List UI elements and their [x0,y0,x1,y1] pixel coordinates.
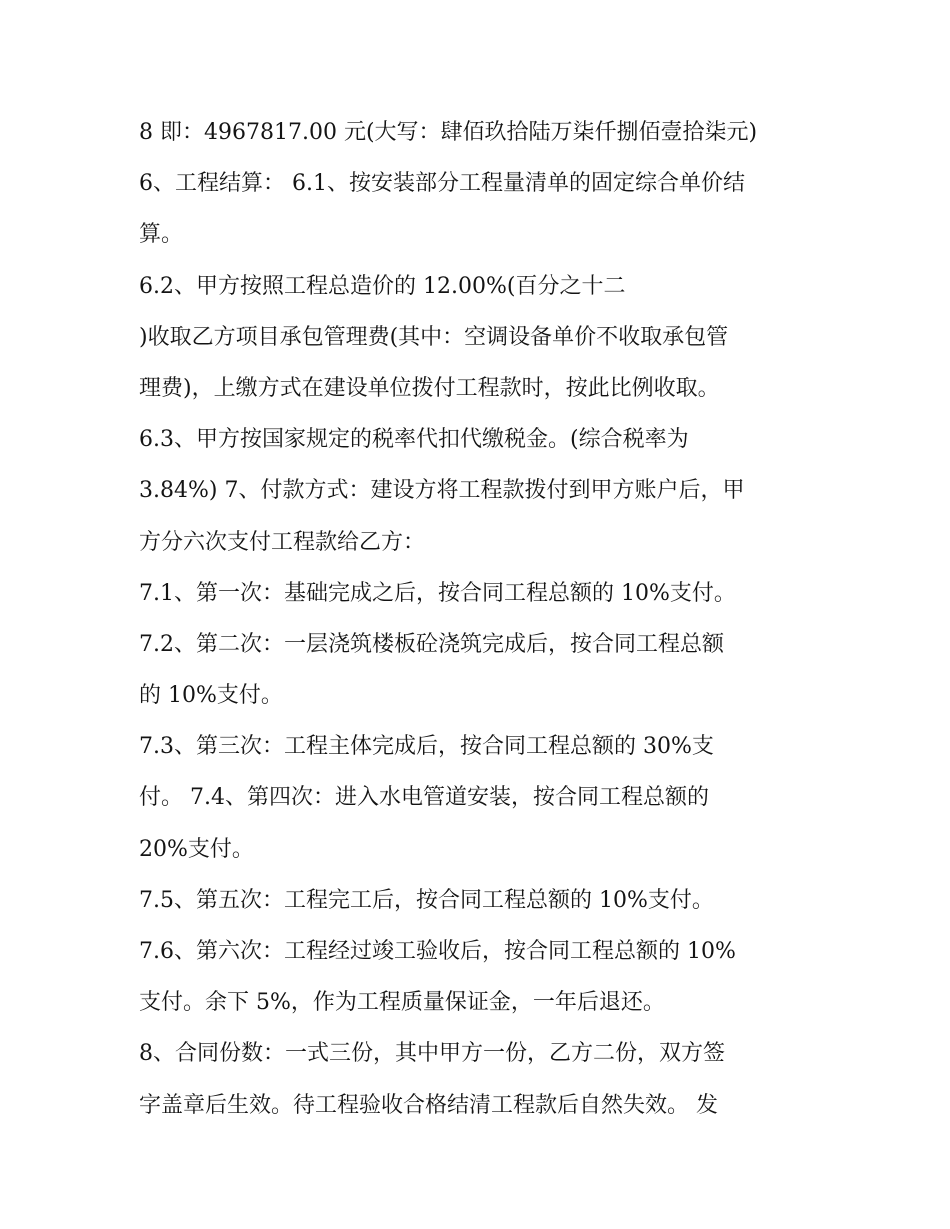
contract-text-body [139,107,819,1131]
text-line: 算。 [139,222,184,248]
text-line: 的 10%支付。 [139,683,283,709]
text-line-management-fee: 6.2、甲方按照工程总造价的 12.00%(百分之十二 [139,273,626,299]
text-line-total-amount: 8 即：4967817.00 元(大写：肆佰玖拾陆万柒仟捌佰壹拾柒元) [139,120,758,145]
text-line-validity: 字盖章后生效。待工程验收合格结清工程款后自然失效。 发 [139,1092,718,1118]
text-line-tax: 6.3、甲方按国家规定的税率代扣代缴税金。(综合税率为 [139,427,689,453]
text-line: 20%支付。 [139,836,254,862]
text-line-retention: 支付。余下 5%，作为工程质量保证金，一年后退还。 [139,990,665,1016]
text-line-payment-3: 7.3、第三次：工程主体完成后，按合同工程总额的 30%支 [139,734,714,760]
text-line-payment-4: 付。 7.4、第四次：进入水电管道安装，按合同工程总额的 [139,785,709,811]
text-line-payment-1: 7.1、第一次：基础完成之后，按合同工程总额的 10%支付。 [139,580,736,606]
text-line: 方分六次支付工程款给乙方： [139,529,426,555]
text-line-payment-6: 7.6、第六次：工程经过竣工验收后，按合同工程总额的 10% [139,939,736,964]
text-line: 理费)，上缴方式在建设单位拨付工程款时，按此比例收取。 [139,375,720,401]
text-line-payment-2: 7.2、第二次：一层浇筑楼板砼浇筑完成后，按合同工程总额 [139,631,724,657]
text-line-copies: 8、合同份数：一式三份，其中甲方一份，乙方二份，双方签 [139,1041,725,1067]
text-line-settlement: 6、工程结算： 6.1、按安装部分工程量清单的固定综合单价结 [139,171,745,197]
text-line-payment-5: 7.5、第五次：工程完工后，按合同工程总额的 10%支付。 [139,887,714,913]
text-line-payment-method: 3.84%) 7、付款方式：建设方将工程款拨付到甲方账户后，甲 [139,478,745,504]
text-line: )收取乙方项目承包管理费(其中：空调设备单价不收取承包管 [139,324,729,350]
